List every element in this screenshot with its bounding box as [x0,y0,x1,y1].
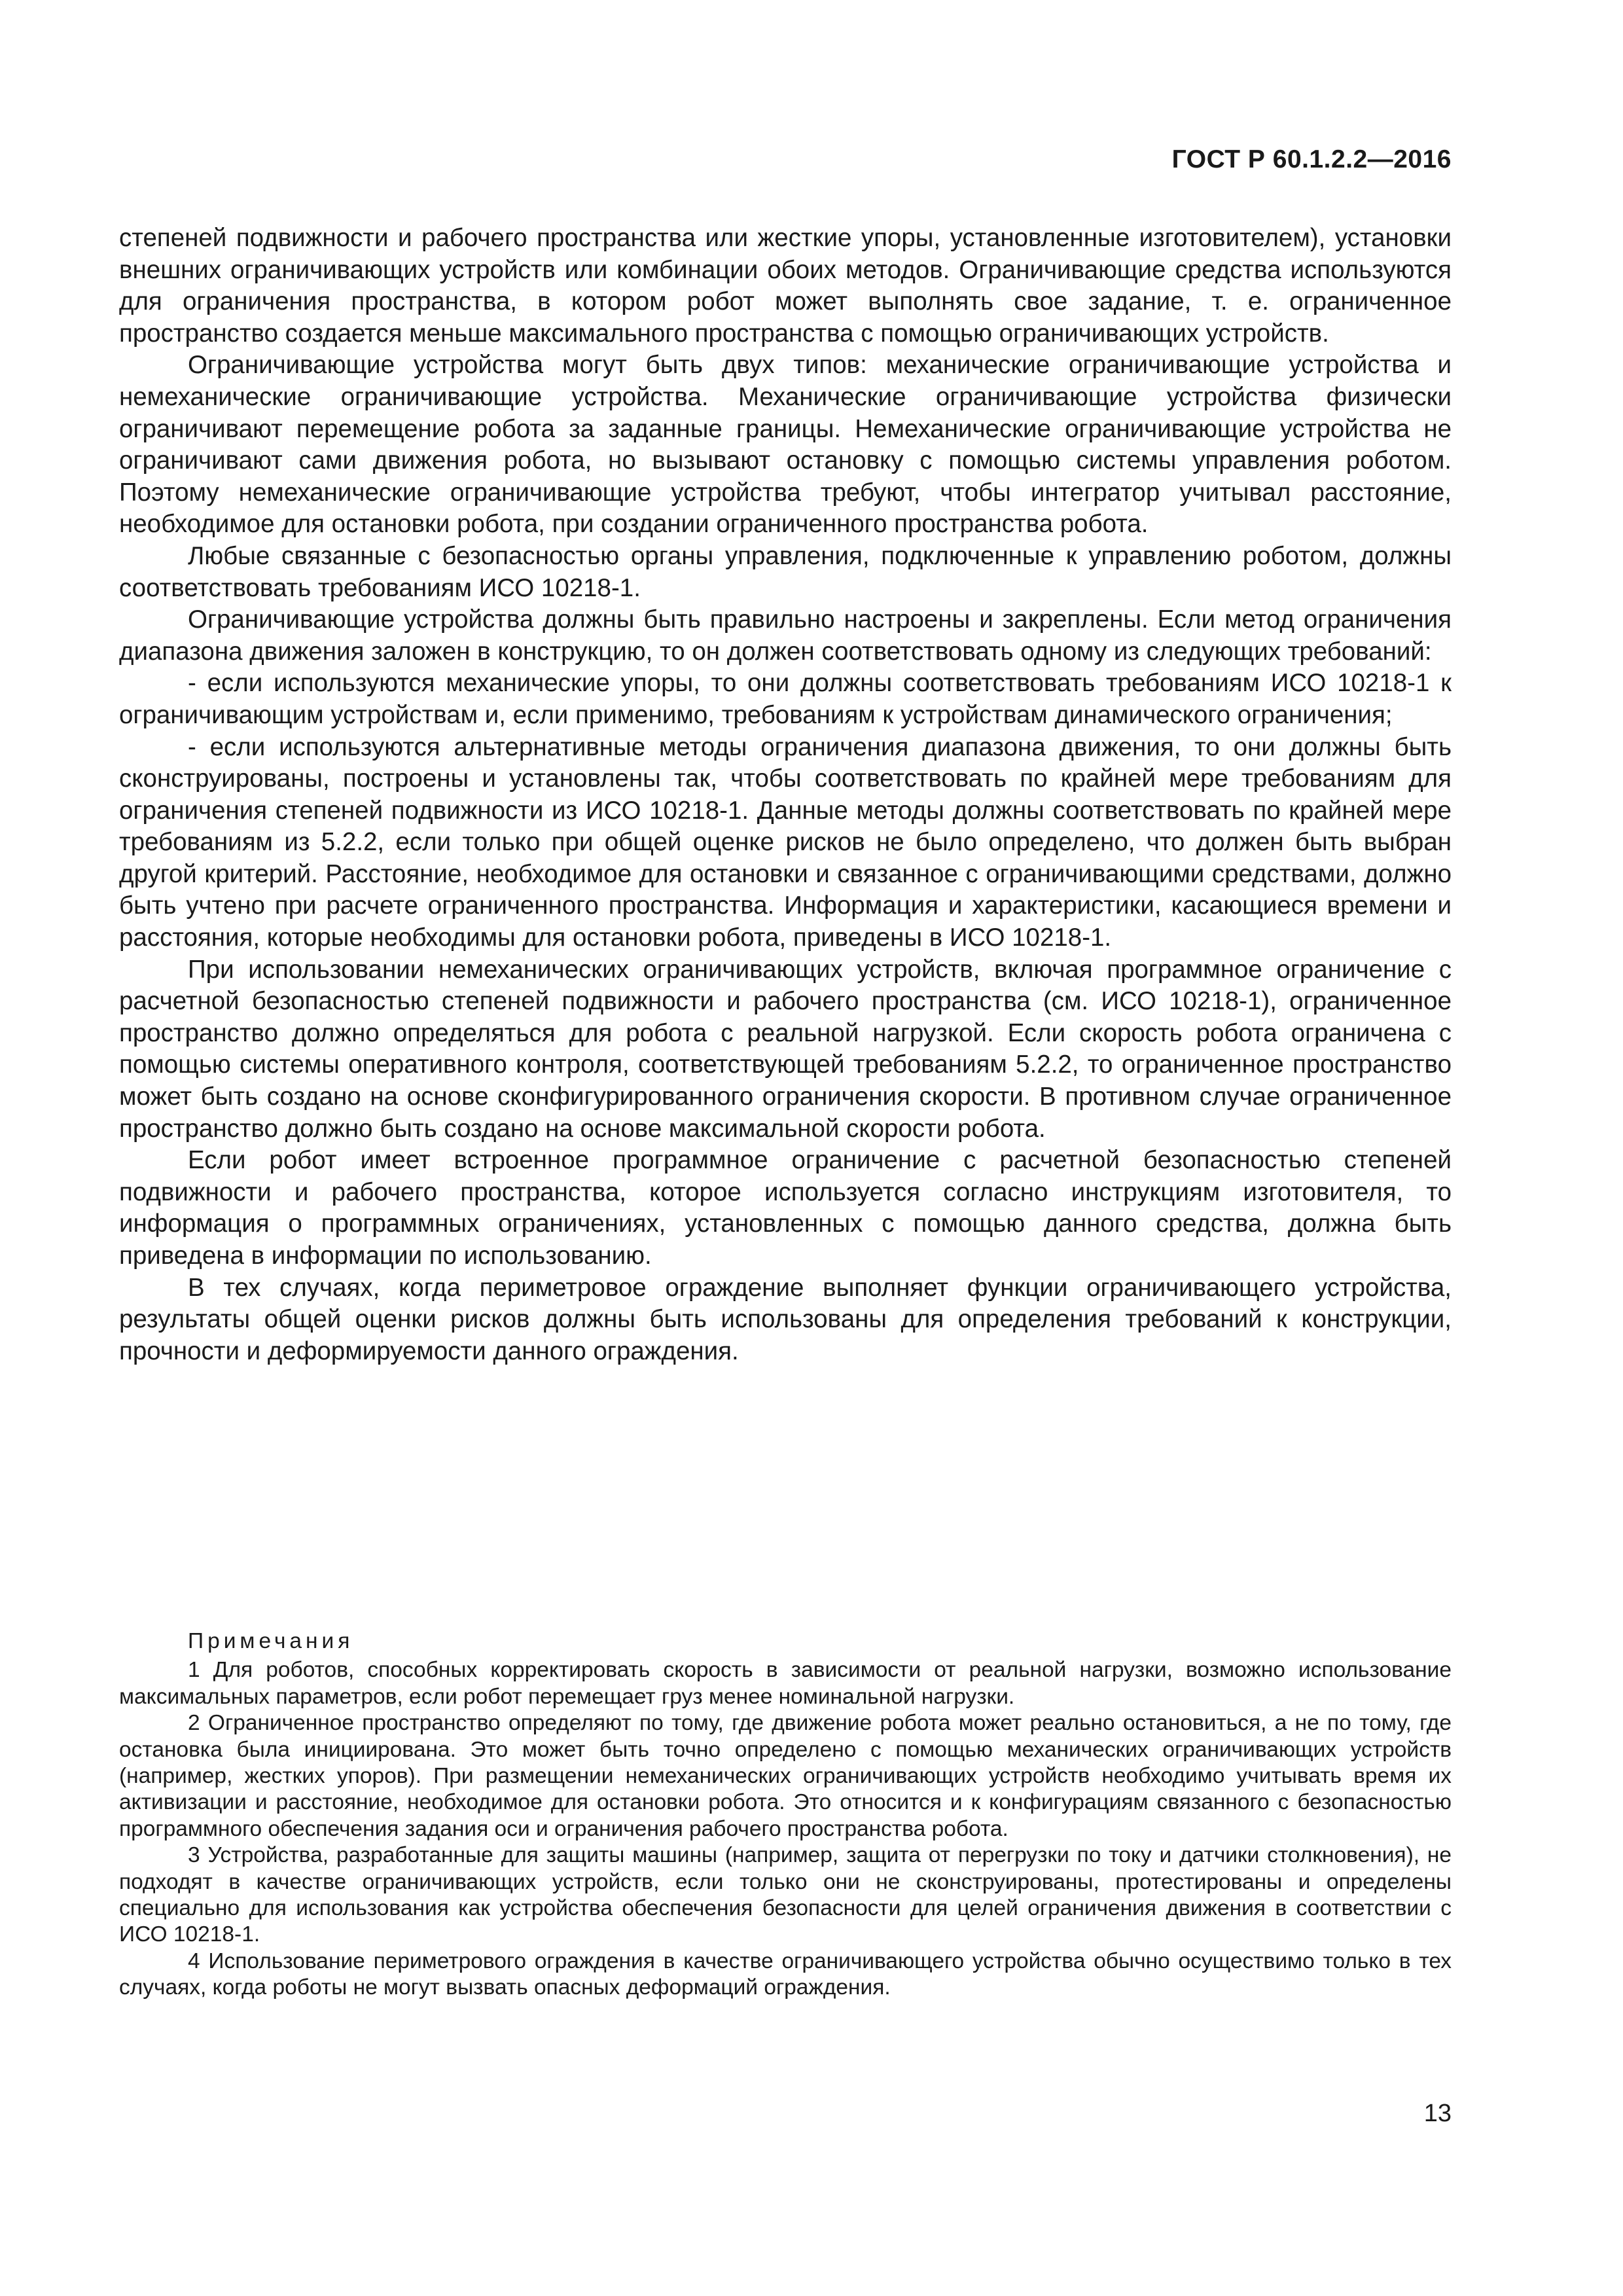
list-item: - если используются механические упоры, то они должны соответствовать требованиям ИСО 10218-1 к ограничивающим устройствам и, если применимо, требованиям к устройствам динамического ограничения; [119,669,1452,729]
notes-section [119,1628,1452,2001]
note-item: 2 Ограниченное пространство определяют по тому, где движение робота может реально остановиться, а не по тому, где остановка была инициирована. Это может быть точно определено с помощью механических ограничивающих устройств (например, жестких упоров). При размещении немеханических ограничивающих устройств необходимо учитывать время их активизации и расстояние, необходимое для остановки робота. Это относится и к конфигурациям связанного с безопасностью программного обеспечения задания оси и ограничения рабочего пространства робота. [119,1711,1452,1841]
paragraph: Если робот имеет встроенное программное ограничение с расчетной безопасностью степеней подвижности и рабочего пространства, которое используется согласно инструкциям изготовителя, то информация о программных ограничениях, установленных с помощью данного средства, должна быть приведена в информации по использованию. [119,1146,1452,1270]
paragraph: Любые связанные с безопасностью органы управления, подключенные к управлению роботом, должны соответствовать требованиям ИСО 10218-1. [119,541,1452,602]
page-number: 13 [1423,2100,1452,2127]
note-item: 3 Устройства, разработанные для защиты машины (например, защита от перегрузки по току и датчики столкновения), не подходят в качестве ограничивающих устройств, если только они не сконструированы, протестированы и определены специально для использования как устройства обеспечения безопасности для целей ограничения движения в соответствии с ИСО 10218-1. [119,1843,1452,1947]
notes-title: Примечания [188,1629,354,1653]
standard-id-header: ГОСТ Р 60.1.2.2—2016 [1171,145,1452,173]
note-item: 4 Использование периметрового ограждения в качестве ограничивающего устройства обычно осуществимо только в тех случаях, когда роботы не могут вызвать опасных деформаций ограждения. [119,1948,1452,2000]
list-item: - если используются альтернативные методы ограничения диапазона движения, то они должны быть сконструированы, построены и установлены так, чтобы соответствовать по крайней мере требованиям для ограничения степеней подвижности из ИСО 10218-1. Данные методы должны соответствовать по крайней мере требованиям из 5.2.2, если только при общей оценке рисков не было определено, что должен быть выбран другой критерий. Расстояние, необходимое для остановки и связанное с ограничивающими средствами, должно быть учтено при расчете ограниченного пространства. Информация и характеристики, касающиеся времени и расстояния, которые необходимы для остановки робота, приведены в ИСО 10218-1. [119,732,1452,952]
note-item: 1 Для роботов, способных корректировать скорость в зависимости от реальной нагрузки, возможно использование максимальных параметров, если робот перемещает груз менее номинальной нагрузки. [119,1658,1452,1709]
paragraph: степеней подвижности и рабочего пространства или жесткие упоры, установленные изготовителем), установки внешних ограничивающих устройств или комбинации обоих методов. Ограничивающие средства используются для ограничения пространства, в котором робот может выполнять свое задание, т. е. ограниченное пространство создается меньше максимального пространства с помощью ограничивающих устройств. [119,224,1452,348]
body-text [119,223,1452,1367]
paragraph: В тех случаях, когда периметровое ограждение выполняет функции ограничивающего устройства, результаты общей оценки рисков должны быть использованы для определения требований к конструкции, прочности и деформируемости данного ограждения. [119,1273,1452,1365]
paragraph: При использовании немеханических ограничивающих устройств, включая программное ограничение с расчетной безопасностью степеней подвижности и рабочего пространства (см. ИСО 10218-1), ограниченное пространство должно определяться для робота с реальной нагрузкой. Если скорость робота ограничена с помощью системы оперативного контроля, соответствующей требованиям 5.2.2, то ограниченное пространство может быть создано на основе сконфигурированного ограничения скорости. В противном случае ограниченное пространство должно быть создано на основе максимальной скорости робота. [119,955,1452,1143]
paragraph: Ограничивающие устройства могут быть двух типов: механические ограничивающие устройства и немеханические ограничивающие устройства. Механические ограничивающие устройства физически ограничивают перемещение робота за заданные границы. Немеханические ограничивающие устройства не ограничивают сами движения робота, но вызывают остановку с помощью системы управления роботом. Поэтому немеханические ограничивающие устройства требуют, чтобы интегратор учитывал расстояние, необходимое для остановки робота, при создании ограниченного пространства робота. [119,351,1452,539]
paragraph: Ограничивающие устройства должны быть правильно настроены и закреплены. Если метод ограничения диапазона движения заложен в конструкцию, то он должен соответствовать одному из следующих требований: [119,605,1452,666]
